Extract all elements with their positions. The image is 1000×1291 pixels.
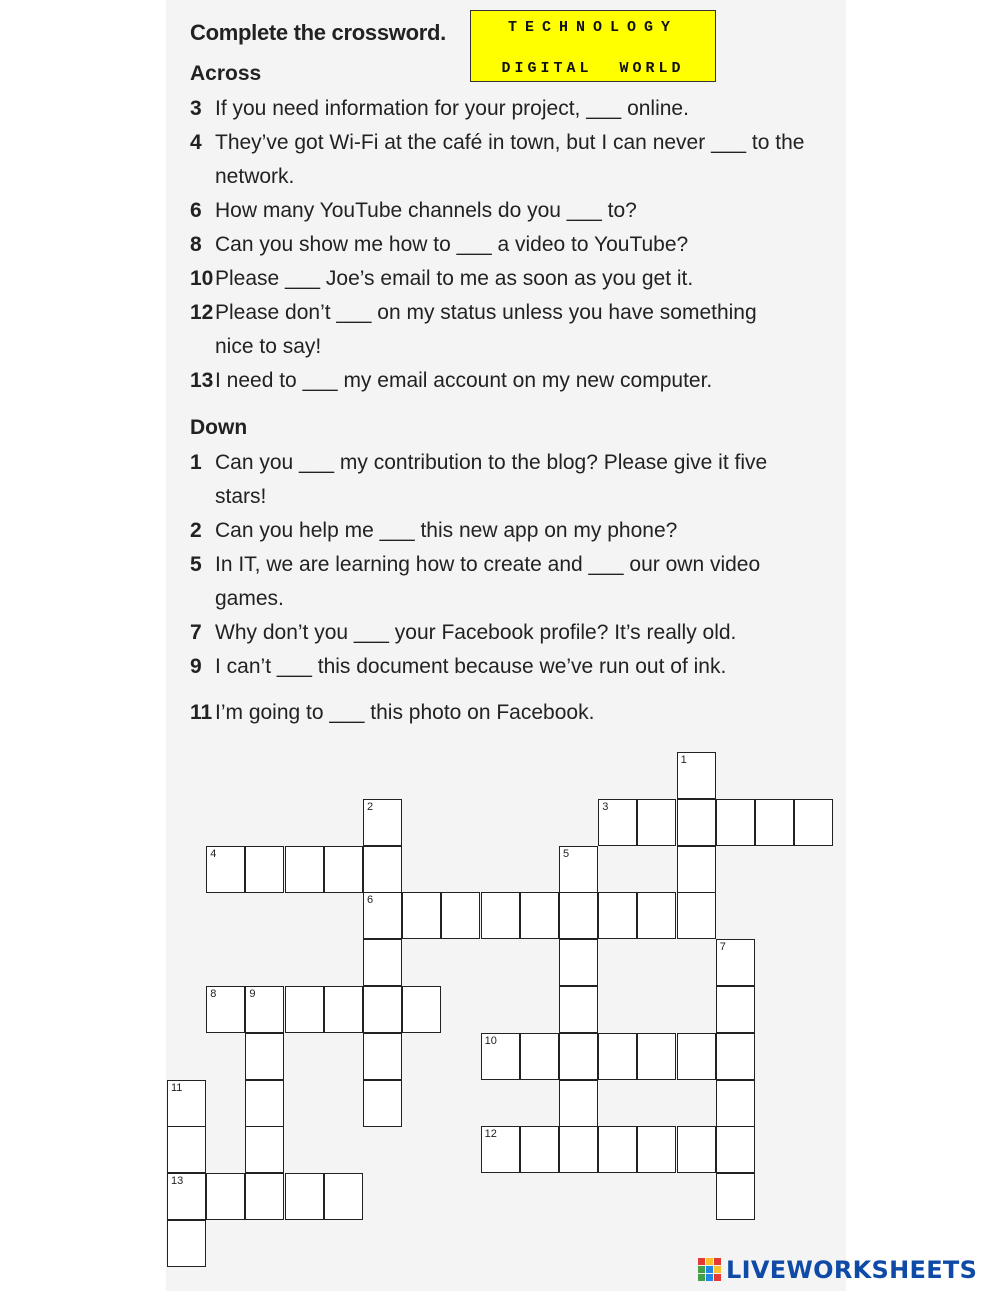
logo-square	[714, 1258, 721, 1265]
clue-number: 8	[190, 233, 202, 256]
crossword-cell[interactable]	[167, 1080, 206, 1127]
badge-topic: TECHNOLOGY	[507, 19, 678, 36]
crossword-cell[interactable]	[677, 752, 716, 799]
crossword-cell[interactable]	[324, 846, 363, 893]
crossword-cell[interactable]	[520, 1126, 559, 1173]
cell-number: 9	[249, 988, 256, 1000]
logo-square	[714, 1266, 721, 1273]
crossword-cell[interactable]	[677, 1126, 716, 1173]
crossword-cell[interactable]	[441, 892, 480, 939]
crossword-cell[interactable]	[677, 892, 716, 939]
clue-text: If you need information for your project, ___ online.	[215, 97, 689, 120]
cell-number: 1	[680, 754, 687, 766]
crossword-cell[interactable]	[716, 1126, 755, 1173]
logo-square	[698, 1266, 705, 1273]
cell-number: 4	[210, 847, 217, 860]
cell-number: 10	[484, 1034, 497, 1047]
clue-text: I need to ___ my email account on my new computer.	[215, 369, 713, 392]
crossword-cell[interactable]	[716, 1173, 755, 1220]
clue-number: 2	[190, 519, 202, 542]
crossword-cell[interactable]	[245, 1173, 284, 1220]
clue-number: 7	[190, 621, 202, 644]
logo-text: LIVEWORKSHEETS	[726, 1256, 978, 1284]
crossword-cell[interactable]	[402, 892, 441, 939]
clue-number: 6	[190, 199, 202, 222]
clue-number: 9	[190, 655, 202, 678]
crossword-cell[interactable]	[598, 892, 637, 939]
crossword-cell[interactable]	[794, 799, 833, 846]
clue-text: Can you help me ___ this new app on my phone?	[215, 519, 678, 542]
crossword-cell[interactable]	[363, 1033, 402, 1080]
clue-number: 1	[190, 451, 202, 474]
crossword-cell[interactable]	[363, 986, 402, 1033]
crossword-cell[interactable]	[716, 799, 755, 846]
badge-subtopic: DIGITAL WORLD	[501, 60, 685, 77]
clue-text: Can you ___ my contribution to the blog? Please give it five stars!	[215, 451, 768, 508]
clue-number: 13	[190, 369, 214, 392]
cell-number: 7	[719, 941, 726, 954]
crossword-cell[interactable]	[363, 892, 402, 939]
crossword-cell[interactable]	[598, 1126, 637, 1173]
crossword-cell[interactable]	[716, 939, 755, 986]
crossword-cell[interactable]	[245, 1126, 284, 1173]
cell-number: 13	[171, 1175, 184, 1188]
cell-number: 11	[171, 1081, 183, 1094]
crossword-cell[interactable]	[245, 846, 284, 893]
liveworksheets-logo	[698, 1252, 977, 1288]
crossword-cell[interactable]	[559, 1126, 598, 1173]
crossword-cell[interactable]	[716, 986, 755, 1033]
crossword-cell[interactable]	[481, 1033, 520, 1080]
crossword-cell[interactable]	[559, 939, 598, 986]
cell-number: 6	[367, 894, 374, 907]
clue-text: In IT, we are learning how to create and ___ our own video games.	[215, 553, 761, 610]
cell-number: 5	[563, 847, 570, 860]
crossword-cell[interactable]	[677, 846, 716, 893]
clue-number: 10	[190, 267, 214, 290]
logo-square	[698, 1274, 705, 1281]
crossword-cell[interactable]	[559, 892, 598, 939]
crossword-cell[interactable]	[206, 846, 245, 893]
page-title: Complete the crossword.	[190, 20, 446, 45]
cell-number: 8	[210, 988, 217, 1000]
crossword-cell[interactable]	[363, 1080, 402, 1127]
clue-text: They’ve got Wi-Fi at the café in town, but I can never ___ to the network.	[215, 131, 805, 188]
crossword-cell[interactable]	[245, 1033, 284, 1080]
crossword-cell[interactable]	[285, 1173, 324, 1220]
crossword-cell[interactable]	[559, 986, 598, 1033]
cell-number: 12	[484, 1128, 497, 1141]
clue-text: I’m going to ___ this photo on Facebook.	[215, 701, 595, 724]
crossword-cell[interactable]	[363, 939, 402, 986]
clue-number: 4	[190, 131, 202, 154]
cell-number: 2	[367, 800, 374, 813]
crossword-cell[interactable]	[402, 986, 441, 1033]
crossword-cell[interactable]	[285, 986, 324, 1033]
crossword-cell[interactable]	[245, 1080, 284, 1127]
clue-text: Can you show me how to ___ a video to YouTube?	[215, 233, 689, 256]
crossword-cell[interactable]	[716, 1080, 755, 1127]
crossword-cell[interactable]	[363, 846, 402, 893]
down-heading: Down	[190, 416, 248, 439]
crossword-cell[interactable]	[677, 799, 716, 846]
clue-text: I can’t ___ this document because we’ve run out of ink.	[215, 655, 727, 678]
crossword-cell[interactable]	[520, 892, 559, 939]
crossword-cell[interactable]	[755, 799, 794, 846]
crossword-cell[interactable]	[677, 1033, 716, 1080]
clue-number: 11	[190, 701, 213, 724]
crossword-cell[interactable]	[206, 986, 245, 1033]
crossword-cell[interactable]	[637, 892, 676, 939]
cell-number: 3	[602, 800, 609, 813]
crossword-cell[interactable]	[363, 799, 402, 846]
crossword-cell[interactable]	[716, 1033, 755, 1080]
crossword-cell[interactable]	[167, 1126, 206, 1173]
clue-number: 12	[190, 301, 214, 324]
crossword-cell[interactable]	[598, 1033, 637, 1080]
logo-square	[706, 1258, 713, 1265]
crossword-cell[interactable]	[324, 986, 363, 1033]
crossword-cell[interactable]	[559, 1080, 598, 1127]
liveworksheets-icon	[698, 1258, 722, 1282]
crossword-cell[interactable]	[206, 1173, 245, 1220]
crossword-cell[interactable]	[245, 986, 284, 1033]
logo-square	[714, 1274, 721, 1281]
crossword-cell[interactable]	[637, 1033, 676, 1080]
crossword-cell[interactable]	[285, 846, 324, 893]
logo-square	[706, 1266, 713, 1273]
logo-square	[706, 1274, 713, 1281]
crossword-cell[interactable]	[520, 1033, 559, 1080]
crossword-cell[interactable]	[481, 892, 520, 939]
crossword-cell[interactable]	[167, 1173, 206, 1220]
crossword-cell[interactable]	[559, 1033, 598, 1080]
clue-text: Please ___ Joe’s email to me as soon as you get it.	[215, 267, 694, 290]
crossword-cell[interactable]	[637, 1126, 676, 1173]
clue-number: 5	[190, 553, 202, 576]
clue-text: Why don’t you ___ your Facebook profile? It’s really old.	[215, 621, 737, 644]
clue-text: How many YouTube channels do you ___ to?	[215, 199, 637, 222]
crossword-cell[interactable]	[324, 1173, 363, 1220]
crossword-cell[interactable]	[167, 1220, 206, 1267]
crossword-cell[interactable]	[598, 799, 637, 846]
crossword-cell[interactable]	[559, 846, 598, 893]
clue-number: 3	[190, 97, 202, 120]
crossword-cell[interactable]	[637, 799, 676, 846]
logo-square	[698, 1258, 705, 1265]
across-heading: Across	[190, 62, 262, 85]
crossword-cell[interactable]	[481, 1126, 520, 1173]
clue-text: Please don’t ___ on my status unless you have something nice to say!	[215, 301, 757, 358]
